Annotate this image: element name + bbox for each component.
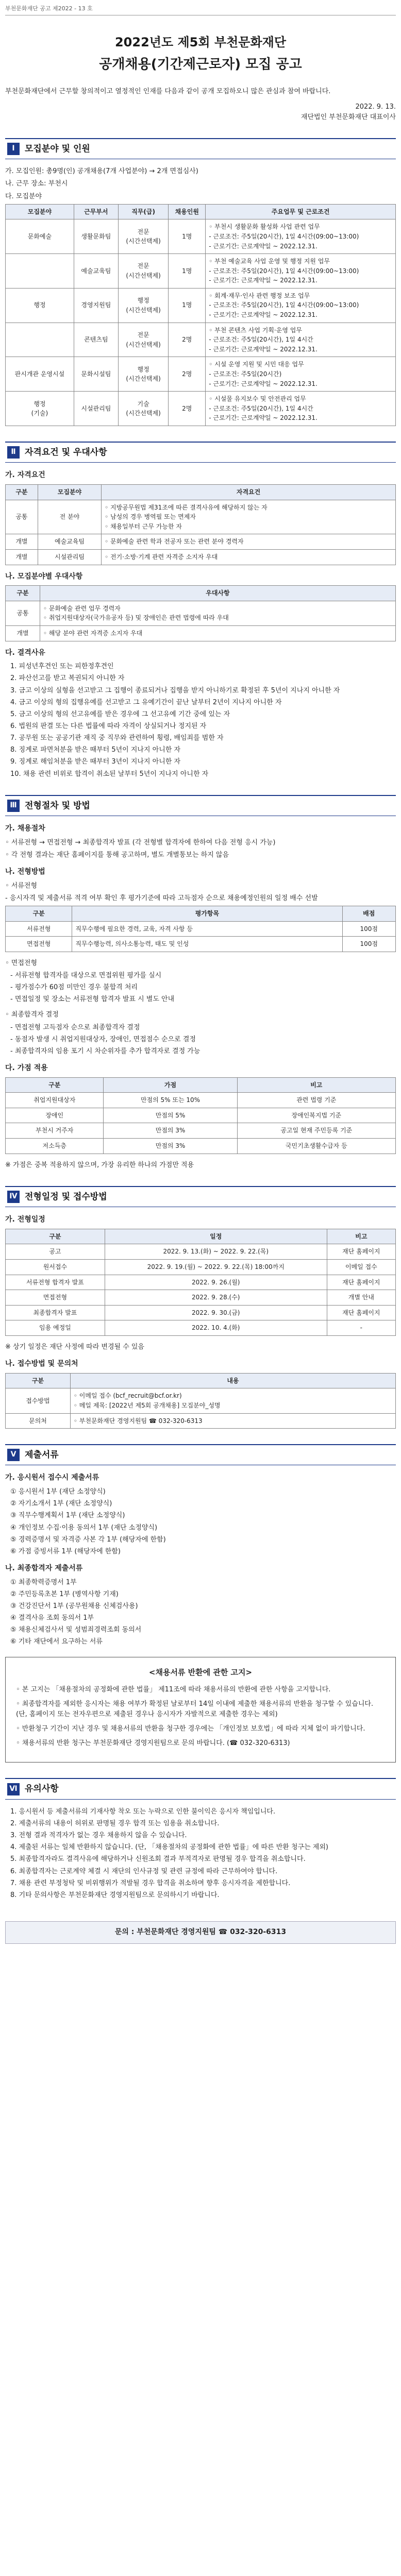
table-cell: 저소득층 — [6, 1139, 104, 1154]
table-cell: ◦ 회계·재무·인사 관련 행정 보조 업무 - 근로조건: 주5일(20시간), 1일 4시간(09:00~13:00) - 근로기간: 근로계약일 ~ 2022.12.31. — [206, 288, 396, 323]
list-item: 1. 피성년후견인 또는 피한정후견인 — [10, 663, 114, 671]
table-row — [6, 500, 396, 534]
table-cell: 시설관리팀 — [38, 550, 101, 565]
table-header-cell: 구분 — [6, 906, 72, 922]
table-header-cell: 모집분야 — [38, 485, 101, 500]
table-cell: 관련 법령 기준 — [237, 1093, 395, 1108]
table-cell: 행정 — [6, 288, 74, 323]
table-row — [6, 626, 396, 641]
recruit-field-head: 다. 모집분야 — [5, 192, 42, 200]
table-cell: 부천시 거주자 — [6, 1123, 104, 1139]
table-cell: 직무수행능력, 의사소통능력, 태도 및 인성 — [72, 937, 342, 952]
table-header-cell: 우대사항 — [40, 586, 395, 601]
table-cell: 경영지원팀 — [74, 288, 118, 323]
table-cell: 만점의 3% — [104, 1123, 237, 1139]
table-cell: 공통 — [6, 500, 38, 534]
list-item: 5. 최종합격자라도 결격사유에 해당하거나 신원조회 결과 부적격자로 판명될 경우 합격을 취소합니다. — [10, 1855, 306, 1863]
interview-head: ◦ 면접전형 — [5, 959, 38, 967]
table-cell: ◦ 지방공무원법 제31조에 따른 결격사유에 해당하지 않는 자 ◦ 남성의 경우 병역필 또는 면제자 ◦ 채용일부터 근무 가능한 자 — [102, 500, 396, 534]
table-cell — [6, 254, 74, 289]
list-item: - 면접전형 고득점자 순으로 최종합격자 결정 — [10, 1023, 140, 1031]
table-row — [6, 921, 396, 937]
table-header-cell: 근무부서 — [74, 204, 118, 219]
list-item: - 동점자 발생 시 취업지원대상자, 장애인, 면접점수 순으로 결정 — [10, 1035, 196, 1043]
list-item: 7. 채용 관련 부정청탁 및 비위행위가 적발될 경우 합격을 취소하며 향후 응시자격을 제한합니다. — [10, 1879, 291, 1887]
list-item: ④ 결격사유 조회 동의서 1부 — [10, 1614, 94, 1622]
section-title: 전형일정 및 접수방법 — [25, 1191, 107, 1202]
table-cell: 원서접수 — [6, 1259, 105, 1275]
list-item: ① 응시원서 1부 (재단 소정양식) — [10, 1488, 106, 1496]
table-row — [6, 1244, 396, 1260]
table-cell: ◦ 이메일 접수 (bcf_recruit@bcf.or.kr) ◦ 메일 제목: [2022년 제5회 공개채용] 모집분야_성명 — [70, 1388, 395, 1413]
table-cell: 국민기초생활수급자 등 — [237, 1139, 395, 1154]
table-cell: 전 분야 — [38, 500, 101, 534]
table-row — [6, 1259, 396, 1275]
table-cell: ◦ 부천 콘텐츠 사업 기획·운영 업무 - 근로조건: 주5일(20시간), 1일 4시간 - 근로기간: 근로계약일 ~ 2022.12.31. — [206, 323, 396, 357]
bonus-head: 다. 가점 적용 — [5, 1063, 48, 1072]
qualification-table — [5, 484, 396, 565]
list-item: 2. 파산선고를 받고 복권되지 아니한 자 — [10, 674, 125, 683]
list-item: 4. 금고 이상의 형의 집행유예를 선고받고 그 유예기간이 끝난 날부터 2년이 지나지 아니한 자 — [10, 698, 282, 706]
section-number: Ⅲ — [7, 800, 20, 812]
list-item: - 최종합격자의 임용 포기 시 차순위자를 추가 합격자로 결정 가능 — [10, 1047, 201, 1055]
table-cell: 전문 (시간선택제) — [118, 219, 168, 254]
notice-paragraph: ◦ 채용서류의 반환 청구는 부천문화재단 경영지원팀으로 문의 바랍니다. (☎ 032-320-6313) — [16, 1739, 290, 1748]
table-cell: ◦ 문화예술 관련 업무 경력자 ◦ 취업지원대상자(국가유공자 등) 및 장애인은 관련 법령에 따라 우대 — [40, 601, 395, 625]
list-item: 3. 전형 결과 적격자가 없는 경우 채용하지 않을 수 있습니다. — [10, 1832, 187, 1840]
table-cell: 취업지원대상자 — [6, 1093, 104, 1108]
recruit-count: 가. 모집인원: 총9명(인) 공개채용(7개 사업분야) → 2개 면접심사) — [5, 167, 198, 176]
title-block — [5, 33, 396, 75]
list-item: - 면접일정 및 장소는 서류전형 합격자 발표 시 별도 안내 — [10, 995, 175, 1004]
table-cell: 면접전형 — [6, 937, 72, 952]
list-item: 10. 채용 관련 비위로 합격이 취소된 날부터 5년이 지나지 아니한 자 — [10, 770, 209, 778]
table-cell: 예술교육팀 — [74, 254, 118, 289]
table-cell: 2022. 10. 4.(화) — [105, 1320, 327, 1336]
table-cell: 행정 (시간선택제) — [118, 357, 168, 392]
table-cell: 2명 — [169, 392, 206, 426]
list-item: ⑥ 가점 증빙서류 1부 (해당자에 한함) — [10, 1547, 121, 1555]
table-row — [6, 1275, 396, 1290]
final-head: ◦ 최종합격자 결정 — [5, 1011, 59, 1019]
table-cell: 판시개관 운영시설 — [6, 357, 74, 392]
preference-head: 나. 모집분야별 우대사항 — [5, 572, 83, 581]
section-title: 전형절차 및 방법 — [25, 800, 90, 811]
table-header-cell: 평가항목 — [72, 906, 342, 922]
table-header-cell: 직무(급) — [118, 204, 168, 219]
list-item: 4. 제출된 서류는 일체 반환하지 않습니다. (단, 「채용절차의 공정화에 관한 법률」에 따른 반환 청구는 제외) — [10, 1843, 328, 1852]
notice-date: 2022. 9. 13. — [355, 103, 396, 111]
table-cell: 행정 (시간선택제) — [118, 288, 168, 323]
list-item: ③ 건강진단서 1부 (공무원채용 신체검사용) — [10, 1602, 138, 1610]
table-row — [6, 1290, 396, 1306]
table-cell: 만점의 5% — [104, 1108, 237, 1123]
table-row — [6, 1388, 396, 1413]
table-cell: 접수방법 — [6, 1388, 71, 1413]
table-row — [6, 550, 396, 565]
organization: 재단법인 부천문화재단 대표이사 — [300, 113, 396, 121]
evaluation-table — [5, 906, 396, 952]
list-item: 7. 공무원 또는 공공기관 재직 중 직무와 관련하여 횡령, 배임죄를 범한 자 — [10, 734, 224, 742]
section-title: 모집분야 및 인원 — [25, 143, 90, 154]
table-row — [6, 1305, 396, 1320]
list-item: 3. 금고 이상의 실형을 선고받고 그 집행이 종료되거나 집행을 받지 아니하기로 확정된 후 5년이 지나지 아니한 자 — [10, 686, 340, 694]
table-cell: ◦ 부천 예술교육 사업 운영 및 행정 지원 업무 - 근로조건: 주5일(20시간), 1일 4시간(09:00~13:00) - 근로기간: 근로계약일 ~ 2022.12.31. — [206, 254, 396, 289]
table-row — [6, 534, 396, 550]
table-cell: 2명 — [169, 357, 206, 392]
procedure-head: 가. 채용절차 — [5, 824, 45, 833]
table-cell: 100점 — [342, 921, 396, 937]
table-cell: 1명 — [169, 254, 206, 289]
notice-paragraph: ◦ 최종합격자를 제외한 응시자는 채용 여부가 확정된 날로부터 14일 이내에 제출한 채용서류의 반환을 청구할 수 있습니다. (단, 홈페이지 또는 전자우편으로 제출된 경우나 응시자가 자발적으로 제출한 경우는 제외) — [16, 1700, 374, 1719]
caution-list — [10, 1807, 396, 1901]
list-item: ⑤ 경력증명서 및 자격증 사본 각 1부 (해당자에 한함) — [10, 1535, 166, 1544]
table-cell: 개별 안내 — [327, 1290, 395, 1306]
qualification-head: 가. 자격요건 — [5, 471, 45, 480]
disqualification-list — [10, 662, 396, 779]
table-cell: 재단 홈페이지 — [327, 1275, 395, 1290]
notice-box-title: <채용서류 반환에 관한 고지> — [148, 1667, 253, 1677]
table-header-cell: 자격요건 — [102, 485, 396, 500]
section-title: 자격요건 및 우대사항 — [25, 447, 107, 457]
page-title-line1: 2022년도 제5회 부천문화재단 — [114, 35, 287, 50]
table-cell: 재단 홈페이지 — [327, 1244, 395, 1260]
procedure-text: ◦ 서류전형 → 면접전형 → 최종합격자 발표 (각 전형별 합격자에 한하여 다음 전형 응시 가능) — [5, 838, 276, 846]
list-item: - 서류전형 합격자를 대상으로 면접위원 평가를 실시 — [10, 971, 162, 979]
table-cell: 만점의 3% — [104, 1139, 237, 1154]
section-6-head — [5, 1778, 396, 1799]
table-cell: 생활문화팀 — [74, 219, 118, 254]
table-row — [6, 357, 396, 392]
receipt-table — [5, 1373, 396, 1429]
list-item: 1. 응시원서 등 제출서류의 기재사항 착오 또는 누락으로 인한 불이익은 응시자 책임입니다. — [10, 1807, 276, 1816]
table-cell: 직무수행에 필요한 경력, 교육, 자격 사항 등 — [72, 921, 342, 937]
table-cell: 면접전형 — [6, 1290, 105, 1306]
bonus-note: ※ 가점은 중복 적용하지 않으며, 가장 유리한 하나의 가점만 적용 — [5, 1161, 194, 1169]
submit-docs-head: 가. 응시원서 접수시 제출서류 — [5, 1473, 99, 1482]
table-cell: 2022. 9. 19.(월) ~ 2022. 9. 22.(목) 18:00까지 — [105, 1259, 327, 1275]
notice-paragraph: ◦ 반환청구 기간이 지난 경우 및 채용서류의 반환을 청구한 경우에는 「개인정보 보호법」에 따라 지체 없이 파기합니다. — [16, 1725, 365, 1733]
notice-paragraph: ◦ 본 고지는 「채용절차의 공정화에 관한 법률」 제11조에 따라 채용서류의 반환에 관한 사항을 고지합니다. — [16, 1685, 331, 1693]
table-cell: ◦ 문화예술 관련 학과 전공자 또는 관련 분야 경력자 — [102, 534, 396, 550]
procedure-note: ◦ 각 전형 결과는 재단 홈페이지를 통해 공고하며, 별도 개별통보는 하지 않음 — [5, 851, 229, 859]
method-head: 나. 전형방법 — [5, 868, 45, 876]
section-2-head — [5, 442, 396, 463]
recruit-table — [5, 204, 396, 426]
table-cell: 개별 — [6, 626, 40, 641]
table-cell: 예술교육팀 — [38, 534, 101, 550]
table-cell: 전문 (시간선택제) — [118, 323, 168, 357]
list-item: 8. 기타 문의사항은 부천문화재단 경영지원팀으로 문의하시기 바랍니다. — [10, 1891, 220, 1899]
list-item: ③ 직무수행계획서 1부 (재단 소정양식) — [10, 1512, 125, 1520]
section-3-head — [5, 795, 396, 816]
table-cell: 공고일 현재 주민등록 기준 — [237, 1123, 395, 1139]
table-header-cell: 비고 — [327, 1229, 395, 1244]
section-4-head — [5, 1186, 396, 1207]
table-header-cell: 배점 — [342, 906, 396, 922]
section-number: Ⅱ — [7, 446, 20, 459]
list-item: ⑥ 기타 재단에서 요구하는 서류 — [10, 1638, 103, 1646]
table-cell: 문화예술 — [6, 219, 74, 254]
schedule-head: 가. 전형일정 — [5, 1215, 45, 1224]
table-cell: 기술 (시간선택제) — [118, 392, 168, 426]
bonus-table — [5, 1077, 396, 1154]
table-header-cell: 모집분야 — [6, 204, 74, 219]
final-list — [10, 1023, 396, 1057]
final-docs-list — [10, 1578, 396, 1648]
table-cell: 공고 — [6, 1244, 105, 1260]
table-header-cell: 구분 — [6, 1077, 104, 1093]
table-cell: 이메일 접수 — [327, 1259, 395, 1275]
table-cell: 2022. 9. 26.(월) — [105, 1275, 327, 1290]
list-item: 2. 제출서류의 내용이 허위로 판명될 경우 합격 또는 임용을 취소합니다. — [10, 1819, 220, 1827]
table-cell: ◦ 부천시 생활문화 활성화 사업 관련 업무 - 근로조건: 주5일(20시간), 1일 4시간(09:00~13:00) - 근로기간: 근로계약일 ~ 2022.12.31. — [206, 219, 396, 254]
table-cell: 서류전형 합격자 발표 — [6, 1275, 105, 1290]
section-number: Ⅴ — [7, 1449, 20, 1461]
list-item: ② 주민등록초본 1부 (병역사항 기재) — [10, 1590, 119, 1598]
doc-screen-head: ◦ 서류전형 — [5, 882, 38, 890]
table-row — [6, 937, 396, 952]
table-cell: 최종합격자 발표 — [6, 1305, 105, 1320]
table-row — [6, 1093, 396, 1108]
table-cell: 시설관리팀 — [74, 392, 118, 426]
table-header-cell: 비고 — [237, 1077, 395, 1093]
table-row — [6, 1139, 396, 1154]
table-cell: 임용 예정일 — [6, 1320, 105, 1336]
table-header-cell: 구분 — [6, 485, 38, 500]
table-row — [6, 288, 396, 323]
table-row — [6, 219, 396, 254]
table-row — [6, 323, 396, 357]
list-item: ⑤ 채용신체검사서 및 성범죄경력조회 동의서 — [10, 1626, 142, 1634]
table-cell: 2명 — [169, 323, 206, 357]
table-header-cell: 구분 — [6, 586, 40, 601]
final-docs-head: 나. 최종합격자 제출서류 — [5, 1564, 83, 1572]
table-header-cell: 구분 — [6, 1229, 105, 1244]
list-item: 9. 징계로 해임처분을 받은 때부터 3년이 지나지 아니한 자 — [10, 758, 181, 766]
table-cell: 재단 홈페이지 — [327, 1305, 395, 1320]
table-cell: 만점의 5% 또는 10% — [104, 1093, 237, 1108]
table-header-cell: 주요업무 및 근로조건 — [206, 204, 396, 219]
schedule-note: ※ 상기 일정은 재단 사정에 따라 변경될 수 있음 — [5, 1343, 144, 1351]
table-row — [6, 254, 396, 289]
page-title-line2: 공개채용(기간제근로자) 모집 공고 — [99, 57, 302, 73]
disqualification-head: 다. 결격사유 — [5, 648, 45, 657]
table-header-cell: 일정 — [105, 1229, 327, 1244]
table-cell: 전문 (시간선택제) — [118, 254, 168, 289]
table-row — [6, 601, 396, 625]
list-item: ① 최종학력증명서 1부 — [10, 1578, 77, 1586]
table-cell: 콘텐츠팀 — [74, 323, 118, 357]
table-row — [6, 1320, 396, 1336]
section-1-head — [5, 138, 396, 159]
notice-number: 부천문화재단 공고 제2022 - 13 호 — [5, 5, 93, 12]
table-cell: 2022. 9. 13.(화) ~ 2022. 9. 22.(목) — [105, 1244, 327, 1260]
schedule-table — [5, 1229, 396, 1336]
table-cell: ◦ 시설 운영 지원 및 시민 대응 업무 - 근로조건: 주5일(20시간) - 근로기간: 근로계약일 ~ 2022.12.31. — [206, 357, 396, 392]
table-header-cell: 구분 — [6, 1373, 71, 1388]
table-cell: 장애인복지법 기준 — [237, 1108, 395, 1123]
table-header-cell: 채용인원 — [169, 204, 206, 219]
section-number: Ⅳ — [7, 1191, 20, 1203]
receipt-head: 나. 접수방법 및 문의처 — [5, 1360, 78, 1368]
table-cell: 1명 — [169, 219, 206, 254]
preference-table — [5, 585, 396, 641]
list-item: 5. 금고 이상의 형의 선고유예를 받은 경우에 그 선고유예 기간 중에 있는 자 — [10, 710, 230, 718]
section-5-head — [5, 1444, 396, 1465]
contact-footer: 문의 : 부천문화재단 경영지원팀 ☎ 032-320-6313 — [5, 1921, 396, 1944]
section-title: 유의사항 — [25, 1784, 59, 1794]
list-item: 6. 법원의 판결 또는 다른 법률에 따라 자격이 상실되거나 정지된 자 — [10, 722, 207, 731]
table-cell: 개별 — [6, 550, 38, 565]
list-item: ② 자기소개서 1부 (재단 소정양식) — [10, 1500, 112, 1508]
doc-screen-desc: - 응시자격 및 제출서류 적격 여부 확인 후 평가기준에 따라 고득점자 순으로 채용예정인원의 일정 배수 선발 — [5, 894, 318, 902]
list-item: 8. 징계로 파면처분을 받은 때부터 5년이 지나지 아니한 자 — [10, 746, 181, 754]
table-cell: ◦ 전기·소방·기계 관련 자격증 소지자 우대 — [102, 550, 396, 565]
table-cell: 문화시설팀 — [74, 357, 118, 392]
section-title: 제출서류 — [25, 1450, 59, 1461]
table-cell: 개별 — [6, 534, 38, 550]
section-number: Ⅰ — [7, 143, 20, 155]
list-item: 6. 최종합격자는 근로계약 체결 시 재단의 인사규정 및 관련 규정에 따라 근무하여야 합니다. — [10, 1867, 278, 1875]
table-row — [6, 1108, 396, 1123]
table-header-cell: 내용 — [70, 1373, 395, 1388]
list-item: ④ 개인정보 수집·이용 동의서 1부 (재단 소정양식) — [10, 1523, 158, 1532]
table-row — [6, 1413, 396, 1429]
doc-header — [5, 4, 396, 15]
table-cell: - — [327, 1320, 395, 1336]
table-cell: 서류전형 — [6, 921, 72, 937]
table-cell: 행정 (기술) — [6, 392, 74, 426]
table-cell: 1명 — [169, 288, 206, 323]
interview-list — [10, 971, 396, 1005]
table-cell: 100점 — [342, 937, 396, 952]
section-number: Ⅵ — [7, 1783, 20, 1795]
table-cell: 2022. 9. 30.(금) — [105, 1305, 327, 1320]
table-header-cell: 가점 — [104, 1077, 237, 1093]
table-cell: ◦ 시설물 유지보수 및 안전관리 업무 - 근로조건: 주5일(20시간), 1일 4시간 - 근로기간: 근로계약일 ~ 2022.12.31. — [206, 392, 396, 426]
table-cell: ◦ 해당 분야 관련 자격증 소지자 우대 — [40, 626, 395, 641]
intro-text: 부천문화재단에서 근무할 창의적이고 열정적인 인재를 다음과 같이 공개 모집하오니 많은 관심과 참여 바랍니다. — [5, 87, 331, 95]
table-cell: 문의처 — [6, 1413, 71, 1429]
table-cell — [6, 323, 74, 357]
table-row — [6, 392, 396, 426]
document-return-notice — [5, 1657, 396, 1763]
list-item: - 평가점수가 60점 미만인 경우 불합격 처리 — [10, 984, 138, 992]
table-cell: ◦ 부천문화재단 경영지원팀 ☎ 032-320-6313 — [70, 1413, 395, 1429]
submit-docs-list — [10, 1487, 396, 1557]
table-cell: 공통 — [6, 601, 40, 625]
work-location: 나. 근무 장소: 부천시 — [5, 180, 68, 188]
table-cell: 장애인 — [6, 1108, 104, 1123]
table-row — [6, 1123, 396, 1139]
table-cell: 2022. 9. 28.(수) — [105, 1290, 327, 1306]
